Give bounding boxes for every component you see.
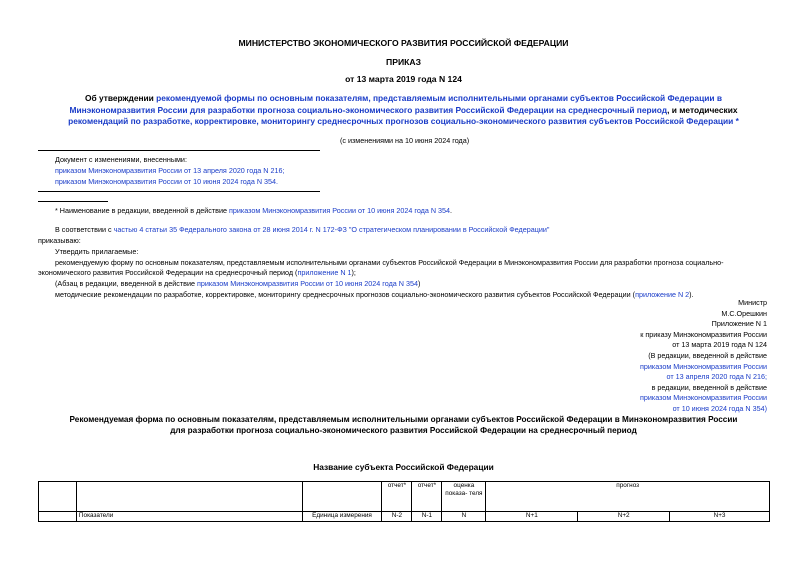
title-link-cont[interactable]: Минэкономразвития России для разработки прогноза социально-экономического развития Российской Федерации на среднесрочный период — [69, 104, 668, 115]
appendix-link-1-date[interactable]: от 13 апреля 2020 года N 216; — [666, 372, 767, 382]
indicators-table — [38, 481, 770, 522]
header-cell-empty-2 — [76, 482, 302, 512]
basis-text: В соответствии с — [55, 225, 114, 234]
changes-box-top-rule — [38, 150, 320, 151]
document-date-number: от 13 марта 2019 года N 124 — [345, 74, 462, 84]
appendix2-link[interactable]: приложение N 2 — [635, 290, 690, 299]
footnote-end: . — [450, 206, 453, 215]
paragraph-basis — [55, 225, 549, 234]
table-row — [39, 512, 770, 522]
appendix-link-1[interactable]: приказом Минэкономразвития России — [640, 361, 767, 371]
edition-note-link[interactable]: приказом Минэкономразвития России от 10 июня 2024 года N 354 — [196, 279, 418, 288]
edition-note-end: ) — [417, 279, 421, 288]
cell-indicator: Показатели — [76, 512, 302, 522]
paragraph-form-line2 — [38, 268, 356, 277]
title-link-cont2[interactable]: рекомендаций по разработке, корректировке, мониторингу среднесрочных прогнозов социально-экономического развития субъектов Российской Федерации — [68, 116, 734, 126]
paragraph-order: приказываю: — [38, 236, 81, 245]
cell-n-plus-1: N+1 — [486, 512, 578, 522]
header-cell-empty-3 — [302, 482, 382, 512]
document-title — [0, 93, 807, 128]
table-header-row — [39, 482, 770, 512]
appendix-to-order: к приказу Минэкономразвития России — [640, 329, 767, 339]
paragraph-methodology — [55, 290, 694, 299]
appendix-edition-1: (В редакции, введенной в действие — [648, 350, 767, 360]
header-estimate: оценка показа- теля — [442, 482, 486, 512]
form-title — [0, 414, 807, 436]
edition-note-text: (Абзац в редакции, введенной в действие — [55, 279, 197, 288]
header-cell-empty-1 — [39, 482, 77, 512]
amendment-note: (с изменениями на 10 июня 2024 года) — [340, 136, 470, 145]
form-title-line1: Рекомендуемая форма по основным показателям, представляемым исполнительными органами субъектов Российской Федерации в Минэкономразвития России — [69, 415, 738, 424]
document-type: ПРИКАЗ — [386, 57, 421, 67]
cell-n-minus-1: N-1 — [412, 512, 442, 522]
paragraph-form-line1: рекомендуемую форму по основным показателям, представляемым исполнительными органами субъектов Российской Федерации в Минэкономразвития России для разработки прогноза социально- — [55, 258, 724, 267]
appendix-link-2-date[interactable]: от 10 июня 2024 года N 354) — [672, 403, 767, 413]
cell-n-plus-3: N+3 — [670, 512, 770, 522]
appendix1-link[interactable]: приложение N 1 — [297, 268, 352, 277]
header-forecast: прогноз — [486, 482, 770, 512]
title-footnote-star[interactable]: * — [733, 116, 739, 126]
appendix-number: Приложение N 1 — [711, 319, 767, 329]
appendix-link-2[interactable]: приказом Минэкономразвития России — [640, 393, 767, 403]
cell-unit: Единица измерения — [302, 512, 382, 522]
cell-n-minus-2: N-2 — [382, 512, 412, 522]
title-link[interactable]: рекомендуемой формы по основным показателям, представляемым исполнительными органами субъектов Российской Федерации в — [156, 93, 723, 103]
ministry-name: МИНИСТЕРСТВО ЭКОНОМИЧЕСКОГО РАЗВИТИЯ РОССИЙСКОЙ ФЕДЕРАЦИИ — [238, 38, 569, 48]
title-line2-tail: , и методических — [667, 104, 738, 115]
appendix-date: от 13 марта 2019 года N 124 — [672, 340, 767, 350]
signature-position: Министр — [738, 298, 767, 307]
footnote-link[interactable]: приказом Минэкономразвития России от 10 июня 2024 года N 354 — [229, 206, 451, 215]
change-link-2[interactable]: приказом Минэкономразвития России от 10 июня 2024 года N 354. — [55, 177, 279, 186]
cell-n-plus-2: N+2 — [578, 512, 670, 522]
form-line2-end: ); — [351, 268, 356, 277]
form-line2-text: экономического развития Российской Федерации на среднесрочный период ( — [38, 268, 298, 277]
change-link-1[interactable]: приказом Минэкономразвития России от 13 апреля 2020 года N 216; — [55, 166, 285, 175]
form-title-line2: для разработки прогноза социально-экономического развития Российской Федерации на среднесрочный период — [170, 426, 637, 435]
appendix-edition-2: в редакции, введенной в действие — [651, 382, 767, 392]
footnote-text: * Наименование в редакции, введенной в действие — [55, 206, 230, 215]
law-link[interactable]: частью 4 статьи 35 Федерального закона от 28 июня 2014 г. N 172-ФЗ "О стратегическом планировании в Российской Федерации" — [113, 225, 550, 234]
header-report-1: отчет* — [382, 482, 412, 512]
title-prefix: Об утверждении — [84, 93, 157, 103]
changes-intro: Документ с изменениями, внесенными: — [55, 155, 187, 164]
cell-empty — [39, 512, 77, 522]
signature-name: М.С.Орешкин — [721, 308, 767, 318]
methodology-end: ). — [689, 290, 694, 299]
header-report-2: отчет* — [412, 482, 442, 512]
methodology-text: методические рекомендации по разработке, корректировке, мониторингу среднесрочных прогнозов социально-экономического развития субъектов Российской Федерации ( — [55, 290, 636, 299]
subject-title: Название субъекта Российской Федерации — [313, 462, 494, 472]
signature-block — [640, 298, 767, 415]
paragraph-edition-note — [55, 279, 420, 288]
footnote — [55, 206, 452, 215]
footnote-rule — [38, 201, 108, 202]
cell-n: N — [442, 512, 486, 522]
changes-box-bottom-rule — [38, 191, 320, 192]
paragraph-approve: Утвердить прилагаемые: — [55, 247, 139, 256]
